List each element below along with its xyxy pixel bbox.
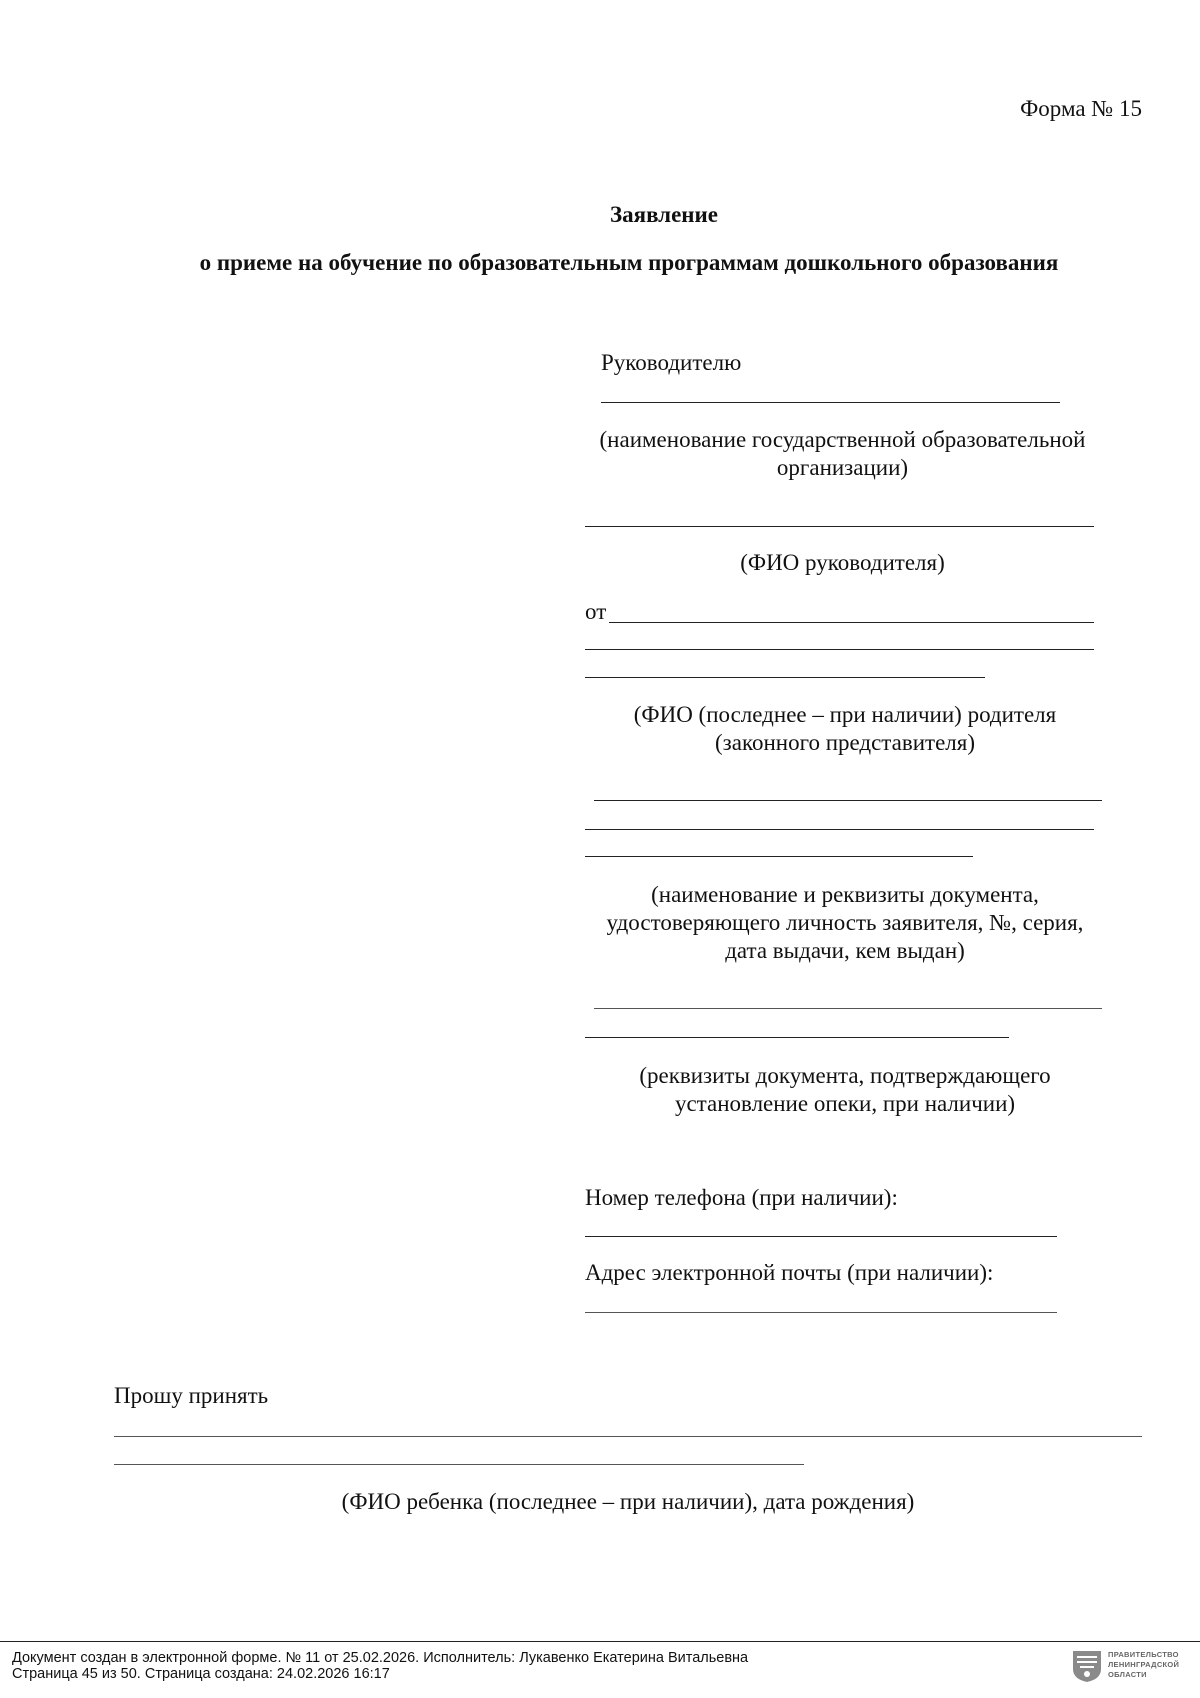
child-caption: (ФИО ребенка (последнее – при наличии), дата рождения) bbox=[341, 1489, 915, 1514]
applicant-fio-line1 bbox=[609, 622, 1094, 623]
id-doc-line2 bbox=[585, 829, 1094, 830]
applicant-fio-line2 bbox=[585, 649, 1094, 650]
org-caption-line2: организации) bbox=[776, 455, 909, 480]
parent-caption-line1: (ФИО (последнее – при наличии) родителя bbox=[633, 702, 1057, 727]
guardian-caption-line1: (реквизиты документа, подтверждающего bbox=[639, 1063, 1051, 1088]
head-fio-line bbox=[585, 526, 1094, 527]
document-subtitle: о приеме на обучение по образовательным программам дошкольного образования bbox=[199, 250, 1059, 275]
org-head-line bbox=[601, 402, 1060, 403]
applicant-fio-line3 bbox=[585, 677, 985, 678]
guardian-doc-line1 bbox=[594, 1008, 1102, 1009]
logo-text-line1: ПРАВИТЕЛЬСТВО bbox=[1108, 1650, 1179, 1659]
child-fio-line2 bbox=[114, 1464, 804, 1465]
from-label: от bbox=[585, 599, 607, 624]
id-doc-caption-line2: удостоверяющего личность заявителя, №, серия, bbox=[606, 910, 1084, 935]
org-caption-line1: (наименование государственной образовательной bbox=[599, 427, 1086, 452]
phone-line bbox=[585, 1236, 1057, 1237]
parent-caption-line2: (законного представителя) bbox=[715, 730, 975, 755]
id-doc-line3 bbox=[585, 856, 973, 857]
footer-divider bbox=[0, 1641, 1200, 1642]
request-label: Прошу принять bbox=[114, 1383, 269, 1408]
guardian-caption-line2: установление опеки, при наличии) bbox=[674, 1091, 1016, 1116]
guardian-doc-line2 bbox=[585, 1037, 1009, 1038]
footer-line1: Документ создан в электронной форме. № 11 от 25.02.2026. Исполнитель: Лукавенко Екатерина Витальевна bbox=[12, 1650, 749, 1666]
email-line bbox=[585, 1312, 1057, 1313]
phone-label: Номер телефона (при наличии): bbox=[585, 1185, 898, 1210]
head-fio-caption: (ФИО руководителя) bbox=[740, 550, 945, 575]
form-number: Форма № 15 bbox=[1020, 96, 1142, 121]
logo-text-line2: ЛЕНИНГРАДСКОЙ bbox=[1108, 1660, 1180, 1669]
child-fio-line1 bbox=[114, 1436, 1142, 1437]
document-title: Заявление bbox=[609, 202, 719, 227]
government-emblem-icon bbox=[1071, 1649, 1103, 1683]
footer-line2: Страница 45 из 50. Страница создана: 24.02.2026 16:17 bbox=[12, 1666, 390, 1682]
email-label: Адрес электронной почты (при наличии): bbox=[585, 1260, 994, 1285]
logo-text-line3: ОБЛАСТИ bbox=[1108, 1670, 1147, 1679]
id-doc-caption-line3: дата выдачи, кем выдан) bbox=[725, 938, 965, 963]
id-doc-caption-line1: (наименование и реквизиты документа, bbox=[651, 882, 1039, 907]
addressee-label: Руководителю bbox=[601, 350, 742, 375]
government-logo-text bbox=[1108, 1650, 1188, 1680]
id-doc-line1 bbox=[594, 800, 1102, 801]
